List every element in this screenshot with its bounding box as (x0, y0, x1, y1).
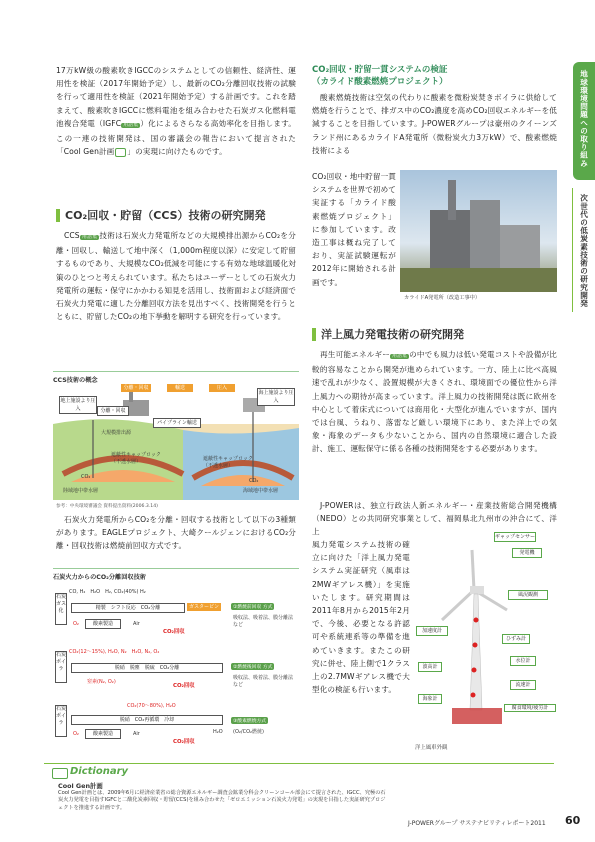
ccs-heading (56, 207, 266, 223)
stage-collect: 分離・回収 (121, 384, 151, 392)
row1-co2: CO₂回収 (163, 629, 185, 635)
wind-lead: 再生可能エネルギー (320, 350, 391, 359)
row1-process: 精製 シフト反応 CO₂分離 (71, 603, 185, 613)
row2-emit: 窒素(N₂, O₂) (87, 679, 116, 685)
label-gap-sensor: ギャップセンサー (495, 534, 535, 540)
row2-tag: ②燃焼後回収 方式 (233, 665, 273, 670)
heading-bar (312, 328, 316, 341)
row1-air: Air (133, 621, 140, 627)
oxy-heading: CO₂回収・貯留一貫システムの検証 （カライド酸素燃焼プロジェクト） (312, 65, 448, 87)
ccs-body: 技術は石炭火力発電所などの大規模排出源からCO₂を分離・回収し、輸送して地中深く（1,000m程度以深）に安定して貯留するものであり、大規模なCO₂低減を可能にする有効な地球温暖化対策のひとつと考えられています。私たちはユーザーとしての石炭火力発電所の運転・保守にかかわる知見を活用し、技術面および経済面で石炭火力発電に適した分離回収方法を見出すべく、技術開発を行うとともに、貯留したCO₂の地下挙動を解明する研究を行っています。 (56, 231, 296, 322)
label-plant: 大規模排出源 (101, 430, 132, 436)
dictionary-body: Cool Gen計画とは、2009年6月に経済産業省の総合資源エネルギー調査会鉱業分科会クリーンコール部会にて提言された、IGCC、究極の石炭火力発電を目指すIGFCと二酸化炭素回収・貯留(CCS)を組み合わせた「ゼロエミッション石炭火力発電」の実現を目指した実証研究プロジェクトを推進する計画です。 (58, 790, 386, 811)
row3-process: 脱硝 CO₂再循環 冷却 (71, 715, 223, 725)
dictionary-icon (115, 148, 126, 157)
side-tab-secondary-label: 次世代の低炭素技術の研究開発 (579, 194, 589, 308)
row3-air: Air (133, 731, 140, 737)
row3-h2o: H₂O (213, 729, 223, 735)
row1-o2: O₂ (73, 621, 79, 627)
row3-note: (O₂/CO₂燃焼) (233, 729, 264, 735)
photo-caption: カライドA発電所（改造工事中） (404, 295, 481, 301)
label-corrosion: 腐食環境/疲労計 (504, 704, 556, 712)
ccs-heading-text: CO₂回収・貯留（CCS）技術の研究開発 (65, 209, 266, 222)
footer-report: J-POWERグループ サステナビリティレポート2011 (408, 820, 546, 827)
heading-bar (56, 209, 60, 222)
label-accel: 加速度計 (416, 626, 448, 636)
intro-text-3: 」の実現に向けたものです。 (127, 147, 227, 157)
oxy-paragraph-2: CO₂回収・地中貯留一貫システムを世界で初めて実証する「カライド酸素燃焼プロジェクト」に参加しています。改造工事は概ね完了しており、実証試験運転が2012年に開始される計画です。 (312, 172, 396, 287)
row1-flow: CO, H₂ H₂O H₂, CO₂(40%) H₂ (69, 589, 146, 595)
label-aquifer2: 海域地中帯水層 (243, 488, 279, 494)
row1-note: 吸収法、吸着法、膜分離法など (233, 615, 294, 628)
label-pipeline: パイプライン輸送 (153, 418, 201, 428)
intro-text-2: ）化によるさらなる高効率化を目指します。この一連の技術開発は、国の審議会の報告において提言された「Cool Gen計画 (56, 118, 296, 157)
row2-co2: CO₂回収 (173, 683, 195, 689)
turbine-figure (412, 530, 558, 740)
wind-heading-text: 洋上風力発電技術の研究開発 (321, 328, 464, 341)
wind-paragraph-2: J-POWERは、独立行政法人新エネルギー・産業技術総合開発機構（NEDO）との共同研究事業として、福岡県北九州市の沖合にて、洋上 (312, 501, 557, 537)
row3-oxygen: 酸素製造 (85, 729, 121, 739)
dictionary-box (44, 763, 554, 811)
plant-illustration (400, 170, 557, 292)
side-tab-primary-label: 地球環境問題への取り組み (579, 70, 589, 168)
stage-transport: 輸送 (167, 384, 193, 392)
row2-process: 脱硝 脱塵 脱硫 CO₂分離 (71, 663, 223, 673)
row2-flow: CO₂(12～15%), H₂O, N₂ H₂O, N₂, O₂ (69, 649, 160, 655)
turbine-caption: 洋上風車外観 (415, 745, 448, 751)
wind-paragraph-3: 風力発電システム技術の確立に向けた「洋上風力発電システム実証研究（風車は2MWギアレス機）」を実施いたします。研究期間は2011年8月から2015年2月で、今後、必要となる許認可や系統連系等の準備を進めていきます。またこの研究に併せ、陸上側で1クラス上の2.7MWギアレス機で大型化の検証も行います。 (312, 540, 410, 695)
side-tab-secondary (572, 188, 595, 312)
wind-body: の中でも風力は低い発電コストや設備が比較的容易なことから開発が進められています。一方、陸上に比べ高風速で乱れが少なく、設置規模が大きくされ、環境面での優位性から洋上風力への期待が高まっています。洋上風力の技術開発は既に欧州を中心として着床式については商用化・大型化が進んでいますが、国内では台風、うねり、落雷など厳しい環境下にあり、また洋上での気象・海象のデータも少ないことから、国内の自然環境に適合した設計、施工、運転保守に係る各種の技術開発をする必要があります。 (312, 350, 557, 454)
label-co2-b: CO₂ (249, 478, 259, 484)
ccs-paragraph (56, 229, 296, 323)
row3-source: 石炭ボイラ (55, 705, 67, 737)
label-recover: 分離・回収 (97, 406, 129, 416)
side-tab-primary (573, 62, 595, 180)
methods-paragraph: 石炭火力発電所からCO₂を分離・回収する技術として以下の3種類があります。EAGLEプロジェクト、大崎クールジェンにおけるCO₂分離・回収技術は燃焼前回収方式です。 (56, 515, 296, 551)
ccs-figure-title: CCS技術の概念 (53, 377, 98, 384)
ccs-lead: CCS (64, 231, 80, 240)
wind-paragraph-1 (312, 348, 557, 456)
label-wave: 波高計 (418, 662, 442, 672)
ccs-figure-source: 参考：中央環境審議会 資料提出資料(2006.3.14) (56, 504, 158, 509)
row3-flow: CO₂(70～80%), H₂O (127, 703, 176, 709)
label-generator: 発電機 (512, 548, 542, 558)
wind-heading (312, 326, 464, 342)
row1-gas-turbine: ガスタービン (188, 604, 219, 610)
label-water-level: 水位計 (510, 656, 536, 666)
label-aquifer1: 陸域地中帯水層 (63, 488, 99, 494)
row1-tag: ①燃焼前回収 方式 (233, 605, 273, 610)
label-co2-a: CO₂ (81, 474, 91, 480)
label-ocean: 海象計 (418, 694, 442, 704)
row1-source: 石炭ガス化 (55, 593, 67, 625)
glossary-tag: 用語集 (123, 122, 139, 128)
glossary-tag: 用語集 (81, 235, 98, 240)
row3-o2: O₂ (73, 731, 79, 737)
separation-figure-title: 石炭火力からのCO₂分離回収技術 (53, 574, 146, 581)
row3-co2: CO₂回収 (173, 739, 195, 745)
dictionary-title: Dictionary (70, 766, 129, 777)
label-wind-obs: 風況観測 (508, 590, 548, 600)
intro-text: 17万kW級の酸素吹きIGCCのシステムとしての信頼性、経済性、運用性を検証（2017年開始予定）し、最新のCO₂分離回収技術の試験を行って適用性を検証（2021年開始予定）する計画です。これを踏まえて、酸素吹きIGCCに燃料電池を組み合わせた石炭ガス化燃料電池複合発電（IGFC (56, 66, 296, 128)
callide-photo (400, 170, 557, 292)
row1-oxygen: 酸素製造 (85, 619, 121, 629)
separation-figure (53, 568, 299, 755)
row3-tag: ③酸素燃焼方式 (233, 719, 267, 724)
row2-note: 吸収法、吸着法、膜分離法など (233, 675, 294, 688)
stage-inject: 圧入 (209, 384, 235, 392)
intro-paragraph (56, 64, 296, 158)
row2-source: 石炭ボイラ (55, 651, 67, 683)
oxy-paragraph-1: 酸素燃焼技術は空気の代わりに酸素を微粉炭焚きボイラに供給して燃焼を行うことで、排ガス中のCO₂濃度を高めCO₂回収エネルギーを低減することを目指しています。J-POWERグループは豪州のクイーンズランド州にあるカライドA発電所（微粉炭火力3万kW）で、酸素燃焼技術による (312, 93, 557, 155)
label-cap1: 遮蔽性キャップロック（不透水層） (111, 452, 161, 465)
label-land-inject: 地上施設より圧入 (60, 398, 96, 412)
glossary-tag: 用語集 (392, 354, 408, 359)
label-sea-inject: 海上施設より圧入 (258, 390, 294, 404)
dictionary-term: Cool Gen計画 (58, 782, 103, 790)
ccs-figure (53, 371, 299, 502)
label-strain: ひずみ計 (502, 634, 530, 644)
label-current: 流速計 (510, 680, 536, 690)
page-number: 60 (565, 814, 581, 827)
book-icon (52, 768, 68, 779)
label-cap2: 遮蔽性キャップロック（不透水層） (203, 456, 253, 469)
